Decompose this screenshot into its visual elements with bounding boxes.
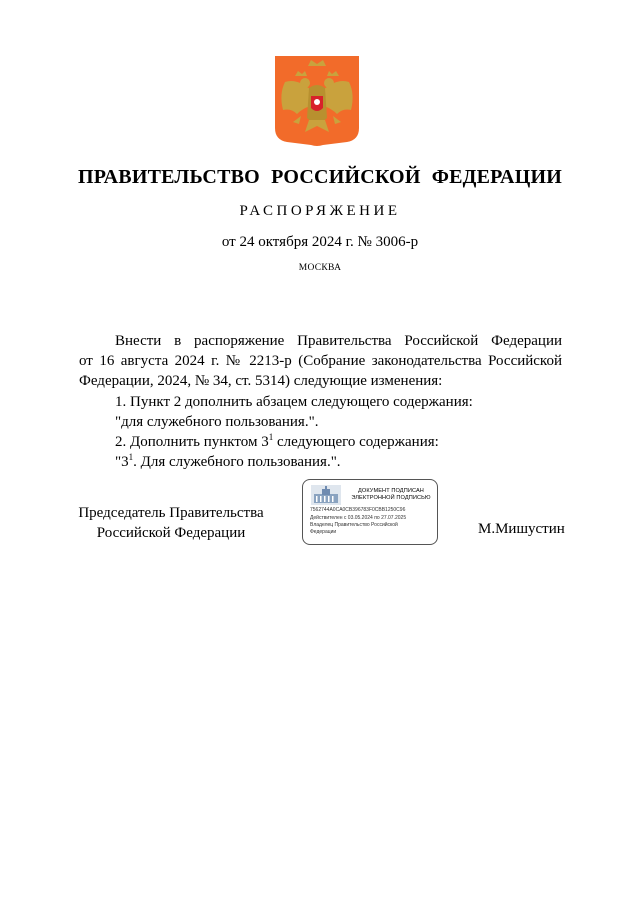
amendment-item-2: [79, 432, 562, 452]
document-date-number: от 24 октября 2024 г. № 3006-р: [221, 234, 419, 250]
government-building-icon: [311, 485, 341, 505]
stamp-serial: 7562744A0CA0CB396783F0CBB1250C96: [310, 507, 406, 513]
document-city: МОСКВА: [298, 263, 342, 273]
document-type: РАСПОРЯЖЕНИЕ: [239, 203, 401, 219]
signatory-name: М.Мишустин: [478, 521, 565, 537]
amendment-item-1-text: "для служебного пользования.".: [115, 413, 319, 430]
government-title: ПРАВИТЕЛЬСТВО РОССИЙСКОЙ ФЕДЕРАЦИИ: [78, 166, 562, 188]
stamp-owner-line-1: Владелец Правительство Российской: [310, 522, 398, 528]
amendment-item-1: 1. Пункт 2 дополнить абзацем следующего содержания:: [115, 393, 473, 410]
position-line-2: Российской Федерации: [96, 525, 246, 541]
item-2-text-superscript: 1: [128, 452, 134, 463]
signatory-position: [76, 503, 266, 543]
item-2-text-prefix: "3: [115, 454, 129, 471]
amendment-item-2-text: [79, 452, 562, 472]
stamp-header-line-1: ДОКУМЕНТ ПОДПИСАН: [358, 488, 424, 494]
document-body: [79, 331, 562, 472]
stamp-header-line-2: ЭЛЕКТРОННОЙ ПОДПИСЬЮ: [351, 495, 431, 501]
item-2-text-suffix: . Для служебного пользования.".: [133, 454, 341, 471]
item-2-suffix: следующего содержания:: [273, 434, 439, 451]
body-line: от 16 августа 2024 г. № 2213-р (Собрание законодательства Российской: [79, 353, 562, 370]
body-line: Федерации, 2024, № 34, ст. 5314) следующие изменения:: [79, 373, 443, 390]
russian-coat-of-arms-icon: [275, 56, 359, 147]
stamp-header: [345, 488, 437, 502]
item-2-superscript: 1: [268, 432, 274, 443]
body-line: Внести в распоряжение Правительства Российской Федерации: [115, 333, 562, 349]
stamp-owner-line-2: Федерации: [310, 528, 337, 535]
electronic-signature-stamp: [302, 479, 438, 545]
position-line-1: Председатель Правительства: [78, 505, 264, 521]
item-2-prefix: 2. Дополнить пунктом 3: [115, 434, 269, 451]
stamp-validity: Действителен с 03.05.2024 по 27.07.2025: [310, 515, 407, 521]
